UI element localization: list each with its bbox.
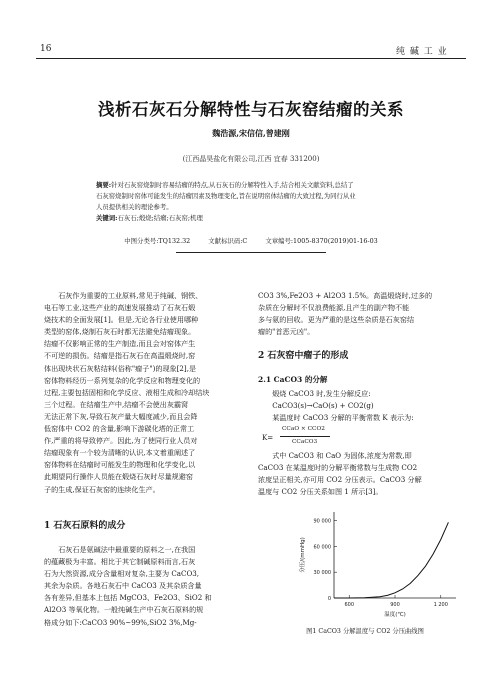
abstract-label: 摘要: (96, 181, 112, 189)
y-tick-label: 60 000 (313, 544, 331, 551)
subsection-2-1-heading: 2.1 CaCO3 的分解 (258, 375, 328, 384)
intro-line: 低窑体中 CO2 的含量,影响下游碳化塔的正常工 (44, 424, 195, 434)
affiliation: (江西晶昊盐化有限公司,江西 宜春 331200) (182, 155, 320, 163)
section-2-1-body (258, 388, 464, 424)
left-column (44, 290, 244, 496)
article-number: 文章编号:1005-8370(2019)01-16-03 (265, 237, 378, 245)
s1-line: 其余为杂质。各地石灰石中 CaCO3 及其杂质含量 (44, 581, 202, 591)
x-tick-label: 900 (390, 602, 400, 608)
clc-number: 中图分类号:TQ132.32 (124, 237, 191, 245)
abstract-line: 石灰窑烧制时窑体可能发生的结瘤因素及物理变化,旨在说明窑体结瘤的大致过程,为同行从业 (96, 192, 356, 200)
intro-line: 此期望同行操作人员能在煅烧石灰时尽量规避窑 (44, 472, 193, 482)
intro-line: 窑体物料在结瘤时可能发生的物理和化学变化,以 (44, 460, 196, 470)
rc-line: CO3 3%,Fe2O3 + Al2O3 1.5%。高温煅烧时,过多的 (258, 291, 433, 300)
intro-line: 体出现块状石灰粘结料(俗称"瘤子")的现象[2],是 (44, 363, 197, 373)
intro-line: 作,严重的将导致停产。因此,为了使同行业人员对 (44, 436, 198, 446)
s1-line: 各有差异,但基本上包括 MgCO3、Fe2O3、SiO2 和 (44, 593, 212, 603)
intro-line: 电石等工业,这些产业的高速发展推动了石灰石煅 (44, 303, 196, 313)
section-1-body (44, 544, 244, 629)
intro-line: 无法正常下灰,导致石灰产量大幅度减少,而且会降 (44, 411, 198, 421)
s1-line: 石灰石是氨碱法中最重要的原料之一,在我国 (58, 545, 196, 554)
rc-line: 瘤的"首恶元凶"。 (258, 327, 315, 337)
intro-line: 过程,主要包括固相和化学反应、液相生成和冷却结块 (44, 387, 210, 397)
y-tick-label: 90 000 (313, 518, 331, 525)
k-denominator: CCaCO3 (292, 439, 318, 445)
abstract-line: 人员提供相关的理论参考。 (96, 203, 173, 211)
intro-line: 不可逆的损伤。结瘤是指石灰石在高温煅烧时,窑 (44, 351, 196, 361)
intro-line: 三个过程。在结瘤生产中,结瘤不会使出灰霸窝 (44, 399, 189, 409)
section-2-heading: 2 石灰窑中瘤子的形成 (258, 351, 349, 361)
s1-line: 格成分如下:CaCO3 90%~99%,SiO2 3%,Mg- (44, 617, 197, 627)
rc-line: CaCO3 在某温度时的分解平衡常数与生成物 CO2 (258, 463, 418, 473)
paper-title: 浅析石灰石分解特性与石灰窑结瘤的关系 (98, 100, 404, 119)
s1-line: 的蕴藏极为丰富。相比于其它制碱原料而言,石灰 (44, 557, 196, 567)
meta-rule (176, 252, 326, 253)
keywords-label: 关键词: (96, 214, 118, 222)
rc-line: 浓度呈正相关,亦可用 CO2 分压表示。CaCO3 分解 (258, 475, 422, 485)
doc-code: 文献标识码:C (208, 237, 248, 245)
s1-line: Al2O3 等氧化物。一般纯碱生产中石灰石原料的规 (44, 605, 204, 615)
section-2-1-after (258, 450, 464, 498)
classification-line (0, 236, 502, 245)
keywords: 石灰石;煅烧;结瘤;石灰窑;机理 (117, 214, 203, 222)
intro-line: 类型的窑体,烧制石灰石时都无法避免结瘤现象。 (44, 327, 196, 337)
intro-line: 结瘤不仅影响正常的生产制造,而且会对窑体产生 (44, 339, 196, 349)
fraction-bar (280, 436, 330, 437)
x-tick-label: 1 200 (433, 602, 448, 608)
right-column-top (258, 290, 464, 338)
x-tick-label: 600 (344, 602, 355, 608)
rc-para: 煅烧 CaCO3 时,发生分解反应: (272, 389, 371, 398)
intro-line: 子的生成,保证石灰窑的连续化生产。 (44, 484, 160, 494)
rc-line: 杂质在分解时不仅浪费能源,且产生的副产物不能 (258, 303, 410, 313)
x-axis-label: 温度(℃) (384, 612, 406, 618)
intro-line: 窑体物料经历一系列复杂的化学反应和物理变化的 (44, 375, 201, 385)
intro-line: 石灰作为重要的工业原料,常见于纯碱、钢铁、 (58, 291, 203, 300)
rc-line: 式中 CaCO3 和 CaO 为固体,浓度为常数,即 (272, 451, 412, 460)
rc-para: 某温度时 CaCO3 分解的平衡常数 K 表示为: (272, 413, 414, 423)
abstract (96, 180, 414, 224)
k-label: K= (262, 433, 274, 442)
y-axis-label: 分压/(mmHg) (300, 537, 306, 573)
section-1-heading: 1 石灰石原料的成分 (44, 521, 126, 531)
y-tick-label: 0 (327, 596, 331, 602)
reaction-equation: CaCO3(s)→CaO(s) + CO2(g) (272, 401, 374, 411)
intro-line: 烧技术的全面发展[1]。但是,无论各行业使用哪种 (44, 315, 199, 325)
page-number: 16 (40, 44, 52, 54)
journal-name: 纯 碱 工 业 (396, 47, 448, 57)
figure-caption: 图1 CaCO3 分解温度与 CO2 分压曲线图 (306, 628, 424, 635)
rc-line: 多与氨的回收。更为严重的是这些杂质是石灰窑结 (258, 315, 415, 325)
k-numerator: CCaO × CCO2 (282, 426, 325, 432)
intro-line: 结瘤现象有一个较为清晰的认识,本文着重阐述了 (44, 448, 196, 458)
y-tick-label: 30 000 (313, 570, 331, 577)
rc-line: 温度与 CO2 分压关系如图 1 所示[3]。 (258, 487, 383, 497)
authors: 魏浩源,宋信信,曾建刚 (212, 128, 290, 138)
decomposition-curve (334, 522, 448, 598)
decomposition-chart (296, 506, 466, 621)
s1-line: 石为大然资源,成分含量相对复杂,主要为 CaCO3, (44, 569, 200, 579)
header-rule (36, 58, 466, 59)
abstract-line: 针对石灰窑烧制时容易结瘤的特点,从石灰石的分解特性入手,结合相关文献资料,总结了 (111, 181, 354, 189)
